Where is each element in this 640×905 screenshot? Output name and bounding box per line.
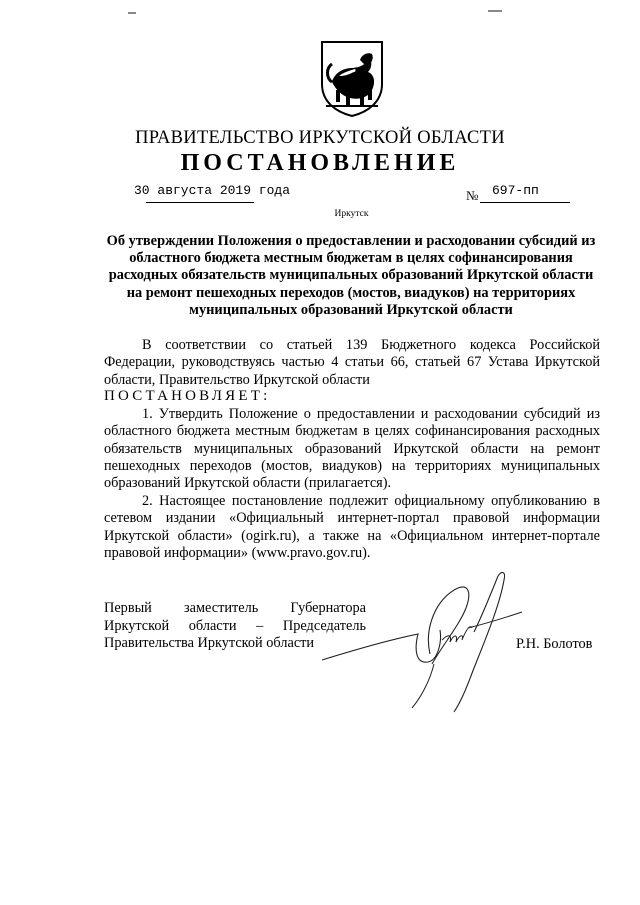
city: Иркутск bbox=[334, 209, 369, 219]
signatory-line: Первый заместитель Губернатора bbox=[104, 600, 366, 616]
item-2-paragraph: 2. Настоящее постановление подлежит официальному опубликованию в сетевом издании «Официальный интернет-портал правовой информации Иркутской области» (ogirk.ru), а также на «Официальном интернет-портале правовой информации» (www.pravo.gov.ru). bbox=[104, 493, 600, 561]
document-number: 697-пп bbox=[492, 183, 539, 198]
number-sign: № bbox=[466, 188, 479, 203]
irkutsk-coat-of-arms-icon bbox=[316, 38, 388, 118]
number-underline bbox=[480, 202, 570, 203]
document-type: ПОСТАНОВЛЕНИЕ bbox=[180, 150, 460, 176]
handwritten-signature-icon bbox=[318, 568, 528, 718]
signatory-line: Правительства Иркутской области bbox=[104, 635, 315, 652]
resolves-word: ПОСТАНОВЛЯЕТ: bbox=[104, 388, 271, 404]
item-1-paragraph: 1. Утвердить Положение о предоставлении и расходовании субсидий из областного бюджета местным бюджетам в целях софинансирования расходных обязательств муниципальных образований Иркутской области на ремонт пешеходных переходов (мостов, виадуков) на территориях муниципальных образований Иркутской области (прилагается). bbox=[104, 406, 600, 492]
scan-mark bbox=[488, 10, 502, 12]
signatory-line: Иркутской области – Председатель bbox=[104, 617, 366, 634]
preamble-paragraph: В соответствии со статьей 139 Бюджетного кодекса Российской Федерации, руководствуясь частью 4 статьи 66, статьей 67 Устава Иркутской области, Правительство Иркутской области bbox=[104, 337, 600, 388]
government-title: ПРАВИТЕЛЬСТВО ИРКУТСКОЙ ОБЛАСТИ bbox=[135, 128, 505, 148]
document-date: 30 августа 2019 года bbox=[134, 183, 291, 198]
scan-mark bbox=[128, 12, 136, 14]
date-underline bbox=[146, 202, 254, 203]
signer-name: Р.Н. Болотов bbox=[516, 636, 593, 652]
document-title: Об утверждении Положения о предоставлении и расходовании субсидий из областного бюджета местным бюджетам в целях софинансирования расходных обязательств муниципальных образований Иркутской области на ремонт пешеходных переходов (мостов, виадуков) на территориях муниципальных образований Иркутской области bbox=[106, 233, 596, 318]
